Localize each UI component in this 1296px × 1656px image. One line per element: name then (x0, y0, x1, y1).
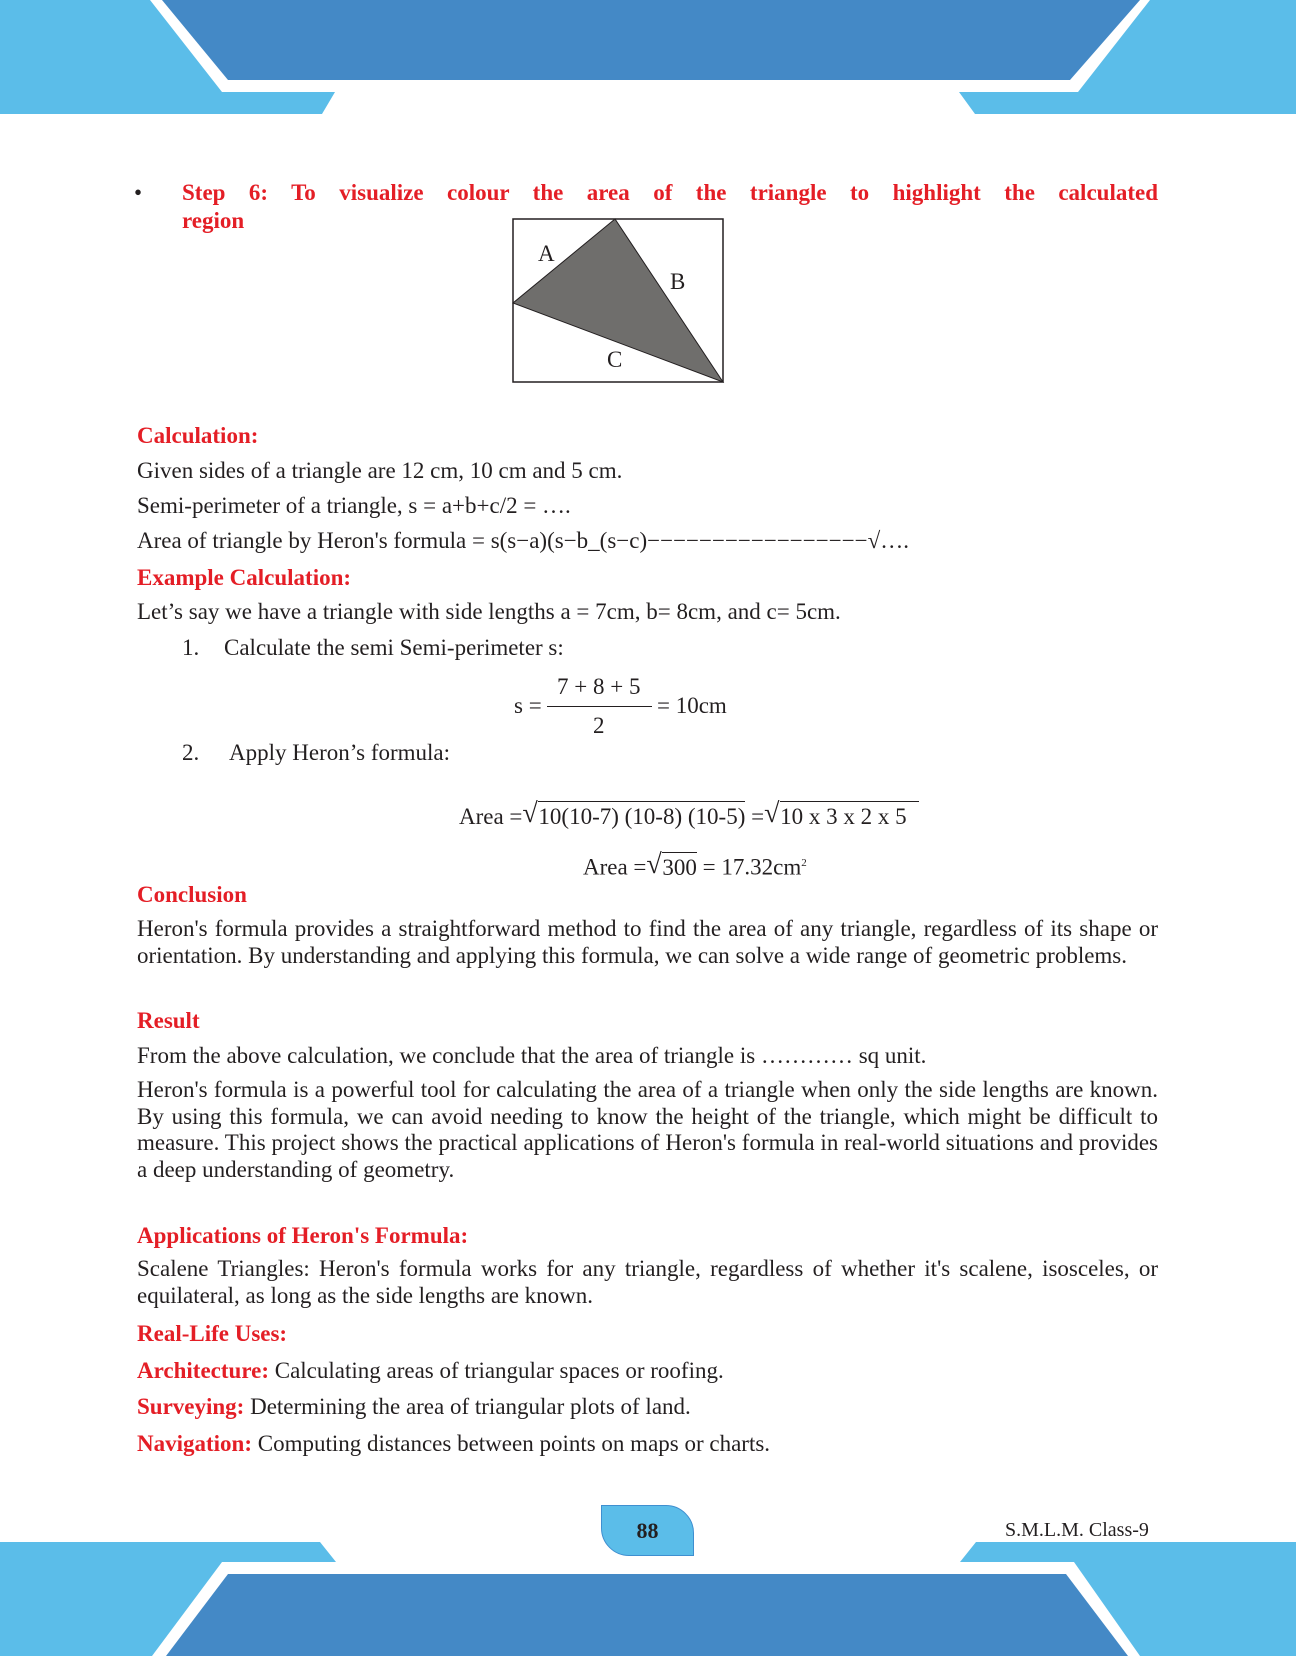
use-surveying (137, 1393, 691, 1420)
s-numerator: 7 + 8 + 5 (557, 674, 641, 699)
area2-lhs: Area = (583, 854, 647, 880)
book-label: S.M.L.M. Class-9 (1005, 1519, 1149, 1541)
result-text: Heron's formula is a powerful tool for calculating the area of a triangle when only the side lengths are known. By using this formula, we can avoid needing to know the height of the triangle, which might be difficult to measure. This project shows the practical applications of Heron's formula in real-world situations and provides a deep understanding of geometry. (137, 1077, 1158, 1182)
step1-number: 1. (182, 635, 200, 660)
sqrt-icon: √ (522, 798, 538, 829)
area-formula-line2 (583, 850, 807, 881)
use-label: Architecture: (137, 1358, 269, 1383)
step6-heading: Step 6: To visualize colour the area of the triangle to highlight the calculated (182, 180, 1158, 205)
use-text: Calculating areas of triangular spaces or roofing. (268, 1358, 724, 1383)
sqrt-expression (646, 848, 697, 881)
s-lhs: s = (514, 693, 542, 718)
radicand: 10(10-7) (10-8) (10-5) (538, 801, 745, 830)
result-heading: Result (137, 1008, 200, 1033)
use-architecture (137, 1357, 724, 1384)
page-number: 88 (601, 1505, 694, 1556)
applications-text: Scalene Triangles: Heron's formula works for any triangle, regardless of whether it's scalene, isosceles, or equilateral, as long as the side lengths are known. (137, 1256, 1158, 1308)
use-text: Determining the area of triangular plots of land. (244, 1394, 691, 1419)
radicand: 300 (662, 852, 697, 881)
sqrt-icon: √ (646, 848, 662, 880)
step1-text: Calculate the semi Semi-perimeter s: (224, 635, 564, 660)
sqrt-icon: √ (764, 798, 780, 829)
sqrt-expression (764, 798, 919, 830)
label-a: A (538, 241, 555, 266)
use-label: Navigation: (137, 1431, 252, 1456)
conclusion-text: Heron's formula provides a straightforward method to find the area of any triangle, regardless of its shape or orientation. By understanding and applying this formula, we can solve a wide range of geometric problems. (137, 916, 1158, 968)
equals: = (751, 804, 765, 829)
superscript: 2 (801, 857, 807, 869)
example-heading: Example Calculation: (137, 565, 352, 590)
use-label: Surveying: (137, 1394, 245, 1419)
semi-perimeter: Semi-perimeter of a triangle, s = a+b+c/2 = …. (137, 493, 571, 518)
radicand: 10 x 3 x 2 x 5 (780, 801, 919, 830)
conclusion-heading: Conclusion (137, 882, 247, 907)
given-sides: Given sides of a triangle are 12 cm, 10 cm and 5 cm. (137, 458, 623, 483)
calculation-heading: Calculation: (137, 423, 259, 448)
sqrt-expression (522, 798, 746, 830)
label-c: C (607, 347, 623, 372)
step2-text: Apply Heron’s formula: (229, 740, 451, 765)
applications-heading: Applications of Heron's Formula: (137, 1223, 469, 1248)
area2-result: = 17.32cm (702, 854, 802, 880)
bullet: • (134, 180, 143, 205)
area-formula-line1 (459, 798, 919, 830)
header-banner (0, 0, 1296, 120)
real-life-heading: Real-Life Uses: (137, 1321, 288, 1346)
s-denominator: 2 (593, 713, 605, 738)
area1-lhs: Area = (459, 804, 523, 829)
use-navigation (137, 1430, 770, 1457)
example-intro: Let’s say we have a triangle with side lengths a = 7cm, b= 8cm, and c= 5cm. (137, 599, 841, 624)
s-rhs: = 10cm (657, 693, 727, 718)
heron-area: Area of triangle by Heron's formula = s(s−a)(s−b_(s−c)−−−−−−−−−−−−−−−−−√…. (137, 528, 910, 553)
footer-banner (0, 1540, 1296, 1656)
label-b: B (670, 269, 686, 294)
use-text: Computing distances between points on maps or charts. (252, 1431, 771, 1456)
result-line: From the above calculation, we conclude that the area of triangle is ………… sq unit. (137, 1043, 927, 1068)
step6-heading-cont: region (182, 208, 245, 233)
step2-number: 2. (182, 740, 200, 765)
fraction-bar (547, 706, 652, 707)
